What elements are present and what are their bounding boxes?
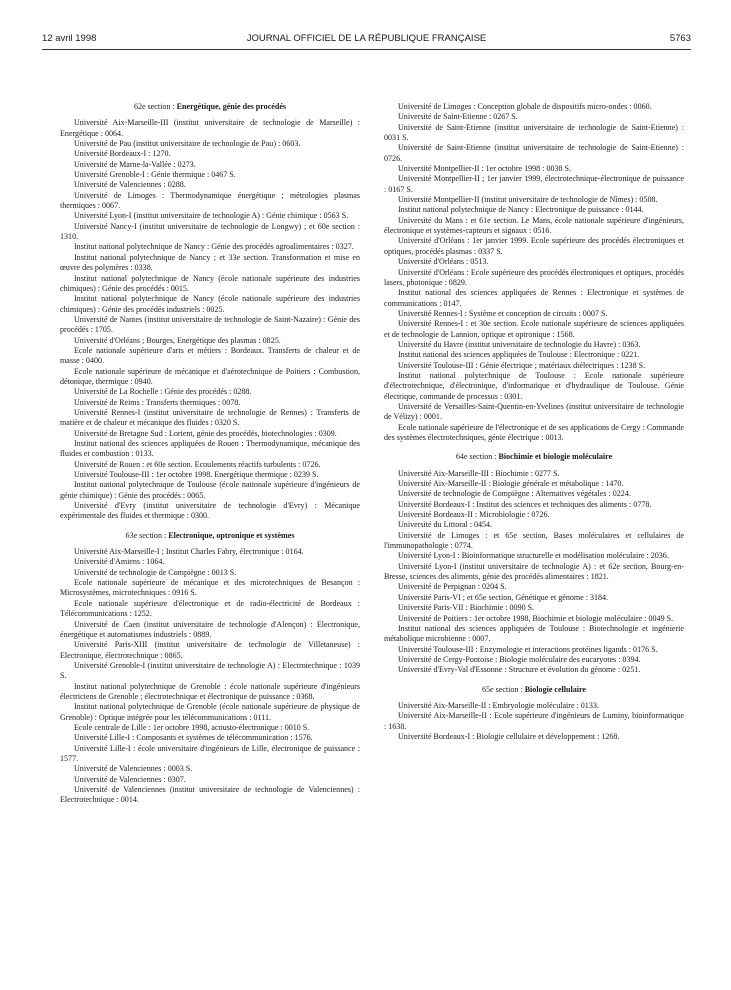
list-entry: Université Toulouse-III : Enzymologie et interactions protéines ligands : 0176 S. [398,644,658,654]
list-entry: Université Rennes-I (institut universitaire de technologie de Rennes) : Transferts de matière et de chaleur et mécanique des fluides : 0320 S. [60,407,360,428]
list-entry: Université Paris-XIII (institut universitaire de technologie de Villetaneuse) : Electronique, électrotechnique : 0865. [60,640,360,660]
list-entry: Université d'Evry (institut universitaire de technologie d'Evry) : Mécanique expérimentale des fluides et thermique : 0300. [60,501,360,521]
section-heading-62 [60,102,360,112]
section-title: Biochimie et biologie moléculaire [498,452,613,462]
list-entry: Ecole nationale supérieure de mécanique et d'aérotechnique de Poitiers : Combustion, détonique, thermique : 0940. [60,366,360,386]
list-entry: Ecole nationale supérieure d'électronique et de radio-électricité de Bordeaux : Télécommunications : 1252. [60,598,360,619]
section-title: Biologie cellulaire [524,684,586,694]
list-entry: Université de Caen (institut universitaire de technologie d'Alençon) : Electronique, énergétique et automatismes industriels : 0889. [60,619,360,639]
section-heading-65 [384,685,684,695]
list-entry: Université de La Rochelle : Génie des procédés : 0288. [74,387,252,397]
list-entry: Université Rennes-I : et 30e section. Ecole nationale supérieure de sciences appliquées et de technologie de Lannion, optique et optronique : 1568. [384,319,684,339]
list-entry: Université Paris-VI ; et 65e section, Génétique et génome : 3184. [398,592,609,602]
list-entry: Université Aix-Marseille-II : Ecole supérieure d'ingénieurs de Luminy, bioinformatique : 1638. [384,711,684,731]
list-entry: Université Grenoble-I : Génie thermique : 0467 S. [74,170,236,180]
list-entry: Université Montpellier-II ; 1er janvier 1999, électrotechnique-électronique de puissance : 0167 S. [384,174,684,194]
list-entry: Université d'Orléans : 1er janvier 1999. Ecole supérieure des procédés électroniques et optiques, procédés plasmas : 0337 S. [384,236,684,256]
list-entry: Université de Saint-Etienne (institut universitaire de technologie de Saint-Etienne) : 0726. [384,143,684,163]
list-entry: Université du Mans : et 61e section. Le Mans, école nationale supérieure d'ingénieurs, électronique et systèmes-capteurs et signaux : 0516. [384,215,684,236]
list-entry: Université Bordeaux-I : 1270. [74,149,171,159]
list-entry: Université du Littoral : 0454. [398,520,493,530]
list-entry: Université de Nantes (institut universitaire de technologie de Saint-Nazaire) : Génie des procédés : 1705. [60,314,360,335]
list-entry: Université de Poitiers : 1er octobre 1998, Biochimie et biologie moléculaire : 0049 S. [398,613,674,623]
list-entry: Université d'Orléans : 0513. [398,257,489,267]
list-entry: Institut national des sciences appliquées de Toulouse : Biotechnologie et ingénierie métabolique microbienne : 0007. [384,623,684,644]
section-63-continued-entries [384,102,684,443]
list-entry: Ecole centrale de Lille : 1er octobre 1998, acousto-électronique : 0010 S. [74,722,310,732]
list-entry: Université du Havre (institut universitaire de technologie du Havre) : 0363. [398,339,641,349]
list-entry: Université de Reims : Transferts thermiques : 0078. [74,397,241,407]
section-prefix: 64e section : [455,452,497,462]
list-entry: Université Lyon-I (institut universitaire de technologie A) : et 62e section, Bourg-en-Bresse, sciences des aliments, génie des procédés alimentaires : 1821. [384,561,684,582]
list-entry: Université de Limoges : et 65e section, Bases moléculaires et cellulaires de l'immunopathologie : 0774. [384,530,684,551]
list-entry: Université Bordeaux-II : Microbiologie : 0726. [398,510,550,520]
list-entry: Institut national polytechnique de Nancy : Génie des procédés agroalimentaires : 0327. [74,242,354,252]
section-63-entries [60,547,360,806]
list-entry: Institut national polytechnique de Nancy (école nationale supérieure des industries chimiques) : Génie des procédés : 0015. [60,273,360,293]
list-entry: Université de Rouen : et 60e section. Ecoulements réactifs turbulents : 0726. [74,459,321,469]
header-page-number: 5763 [669,33,691,44]
list-entry: Université Lille-I : Composants et systèmes de télécommunication : 1576. [74,733,313,743]
list-entry: Université Grenoble-I (institut universitaire de technologie A) : Electrotechnique : 1039 S. [60,660,360,681]
list-entry: Université Aix-Marseille-III (institut universitaire de technologie de Marseille) : Energétique : 0064. [60,118,360,138]
list-entry: Université Toulouse-III : Génie électrique ; matériaux diélectriques : 1238 S. [398,360,646,370]
header-journal-title: JOURNAL OFFICIEL DE LA RÉPUBLIQUE FRANÇAISE [246,33,487,44]
section-prefix: 62e section : [133,102,175,111]
list-entry: Institut national polytechnique de Nancy (école nationale supérieure des industries chimiques) : Génie des procédés industriels : 0025. [60,294,360,314]
list-entry: Université de Versailles-Saint-Quentin-en-Yvelines (institut universitaire de technologie de Vélizy) : 0001. [384,401,684,422]
list-entry: Université Aix-Marseille-III : Biochimie : 0277 S. [398,468,560,478]
list-entry: Université Toulouse-III : 1er octobre 1998. Energétique thermique : 0239 S. [74,470,319,480]
section-64-entries [384,469,684,676]
list-entry: Institut national polytechnique de Toulouse : Ecole nationale supérieure d'électrotechnique, d'électronique, d'informatique et d'hydraulique de Toulouse. Génie électrique, commande de processus : 0301. [384,370,684,401]
section-heading-64 [384,452,684,462]
list-entry: Université Aix-Marseille-I ; Institut Charles Fabry, électronique : 0164. [74,547,304,557]
section-62-entries [60,118,360,521]
list-entry: Université Bordeaux-I : Biologie cellulaire et développement : 1268. [398,731,620,741]
left-column [60,102,360,806]
list-entry: Université d'Evry-Val d'Essonne : Structure et évolution du génome : 0251. [398,665,641,675]
list-entry: Institut national des sciences appliquées de Toulouse : Electronique : 0221. [398,350,640,360]
list-entry: Université de Valenciennes : 0288. [74,180,186,190]
list-entry: Université d'Amiens : 1064. [74,557,165,567]
list-entry: Ecole nationale supérieure de l'électronique et de ses applications de Cergy : Commande des systèmes électrotechniques, génie électrique : 0013. [384,422,684,442]
list-entry: Université Paris-VII : Biochimie : 0090 S. [398,603,535,613]
header-rule [42,49,691,50]
list-entry: Université de Saint-Etienne : 0267 S. [398,112,518,122]
list-entry: Institut national des sciences appliquées de Rennes : Electronique et systèmes de communications : 0147. [384,288,684,308]
section-prefix: 65e section : [482,684,523,694]
list-entry: Université de Saint-Etienne (institut universitaire de technologie de Saint-Etienne) : 0031 S. [384,122,684,143]
list-entry: Institut national polytechnique de Nancy ; et 33e section. Transformation et mise en œuvre des polymères : 0338. [60,252,360,273]
list-entry: Université de technologie de Compiègne : Alternatives végétales : 0224. [398,489,631,499]
list-entry: Institut national des sciences appliquées de Rouen : Thermodynamique, mécanique des fluides et combustion : 0133. [60,439,360,459]
list-entry: Université de Bretagne Sud : Lorient, génie des procédés, biotechnologies : 0309. [74,428,337,438]
list-entry: Université d'Orléans : Ecole supérieure des procédés électroniques et optiques, procédés lasers, photonique : 0829. [384,267,684,287]
list-entry: Université Lyon-I (institut universitaire de technologie A) : Génie chimique : 0563 S. [74,211,349,221]
right-column [384,102,684,742]
list-entry: Université de Valenciennes : 0307. [74,774,186,784]
section-65-entries [384,701,684,742]
list-entry: Université de Marne-la-Vallée : 0273. [74,159,196,169]
list-entry: Université de Perpignan : 0204 S. [398,582,507,592]
list-entry: Université de Valenciennes : 0003 S. [74,764,193,774]
list-entry: Institut national polytechnique de Toulouse (école nationale supérieure d'ingénieurs de génie chimique) : Génie des procédés : 0065. [60,480,360,500]
list-entry: Université de Limoges : Thermodynamique énergétique ; métrologies plasmas thermiques : 0067. [60,190,360,211]
list-entry: Université de Pau (institut universitaire de technologie de Pau) : 0603. [74,139,301,149]
section-prefix: 63e section : [125,530,167,540]
page-header [42,33,691,47]
list-entry: Université Montpellier-II : 1er octobre 1998 : 0038 S. [398,164,572,174]
section-title: Electronique, optronique et systèmes [168,530,295,540]
list-entry: Université Bordeaux-I : Institut des sciences et techniques des aliments : 0778. [398,499,652,509]
list-entry: Université de technologie de Compiègne : 0013 S. [74,567,237,577]
list-entry: Université Nancy-I (institut universitaire de technologie de Longwy) ; et 60e section : 1310. [60,221,360,242]
list-entry: Institut national polytechnique de Grenoble : école nationale supérieure d'ingénieurs électriciens de Grenoble ; électrotechnique et électronique de puissance : 0368. [60,681,360,701]
list-entry: Ecole nationale supérieure de mécanique et des microtechniques de Besançon : Microsystèmes, microtechniques : 0916 S. [60,578,360,598]
list-entry: Ecole nationale supérieure d'arts et métiers : Bordeaux. Transferts de chaleur et de masse : 0400. [60,345,360,366]
list-entry: Université de Cergy-Pontoise : Biologie moléculaire des eucaryotes : 0394. [398,654,641,664]
list-entry: Université de Valenciennes (institut universitaire de technologie de Valenciennes) : Electrotechnique : 0014. [60,785,360,805]
list-entry: Université Lyon-I : Bioinformatique structurelle et modélisation moléculaire : 2036. [398,551,669,561]
list-entry: Institut national polytechnique de Grenoble (école nationale supérieure de physique de Grenoble) : Optique intégrée pour les télécommunications : 0111. [60,702,360,722]
list-entry: Université Lille-I : école universitaire d'ingénieurs de Lille, électronique de puissance : 1577. [60,743,360,763]
list-entry: Université d'Orléans ; Bourges, Energétique des plasmas : 0825. [74,335,281,345]
list-entry: Institut national polytechnique de Nancy : Electronique de puissance : 0144. [398,205,644,215]
section-title: Energétique, génie des procédés [176,102,287,111]
list-entry: Université Rennes-I : Système et conception de circuits : 0007 S. [398,308,608,318]
list-entry: Université Montpellier-II (institut universitaire de technologie de Nîmes) : 0508. [398,195,658,205]
header-date: 12 avril 1998 [42,33,97,44]
list-entry: Université Aix-Marseille-II : Embryologie moléculaire : 0133. [398,700,599,710]
list-entry: Université Aix-Marseille-II : Biologie générale et métabolique : 1470. [398,479,624,489]
section-heading-63 [60,531,360,541]
list-entry: Université de Limoges : Conception globale de dispositifs micro-ondes : 0060. [398,102,652,111]
